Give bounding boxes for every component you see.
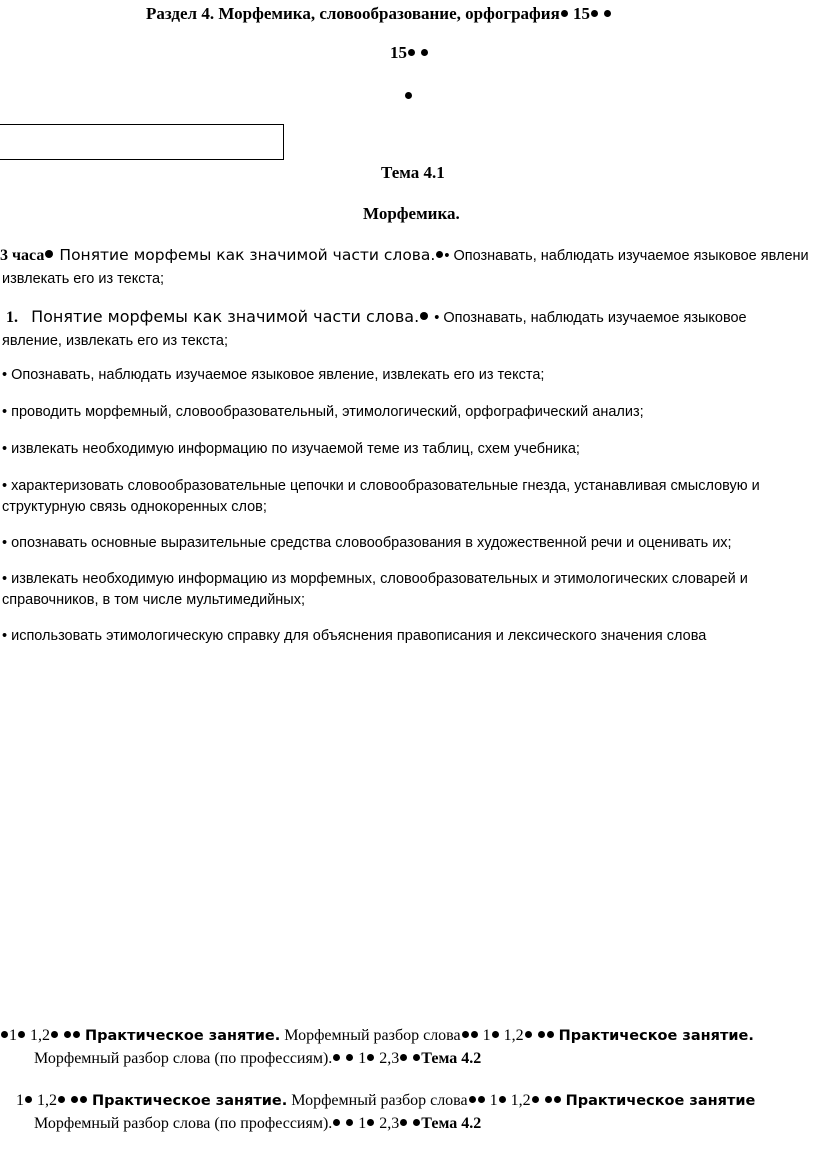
practice-number: 1 [9, 1027, 17, 1044]
bullet-icon [525, 1031, 532, 1038]
summary-line-2: извлекать его из текста; [2, 271, 165, 287]
practice-text: Морфемный разбор слова [284, 1027, 461, 1044]
bullet-icon [436, 251, 443, 258]
bullet-icon [73, 1031, 80, 1038]
practice-label: Практическое занятие. [92, 1093, 288, 1109]
practice-number: 1 [489, 1092, 498, 1109]
hours-value: 15 [573, 4, 591, 23]
bullet-icon [591, 10, 598, 17]
practice-row-1 [0, 1027, 754, 1045]
hours-label: 3 часа [0, 247, 45, 264]
practice-row-2 [16, 1092, 755, 1110]
bullet-icon [413, 1054, 420, 1061]
bullet-icon [492, 1031, 499, 1038]
lesson-1-line [6, 307, 747, 327]
skill-item: • извлекать необходимую информацию по изучаемой теме из таблиц, схем учебника; [2, 441, 580, 457]
bullet-icon [333, 1054, 340, 1061]
bullet-icon [545, 1096, 552, 1103]
hours-line [390, 43, 429, 63]
practice-row-2-line-2 [34, 1115, 481, 1133]
bullet-icon [499, 1096, 506, 1103]
practice-pages: 2,3 [379, 1115, 400, 1132]
bullet-icon [346, 1054, 353, 1061]
practice-pages: 1,2 [30, 1027, 50, 1044]
bullet-icon [462, 1031, 469, 1038]
skill-item: • опознавать основные выразительные средства словообразования в художественной речи и оценивать их; [2, 535, 732, 551]
bullet-icon [469, 1096, 476, 1103]
bullet-icon [71, 1096, 78, 1103]
bullet-icon [346, 1119, 353, 1126]
skill-item: • Опознавать, наблюдать изучаемое языковое явление, извлекать его из текста; [2, 367, 545, 383]
practice-row-1-line-2 [34, 1050, 481, 1068]
skill-item-cont: справочников, в том числе мультимедийных; [2, 592, 306, 608]
bullet-icon [400, 1119, 407, 1126]
practice-number: 1 [482, 1027, 491, 1044]
bullet-icon [25, 1096, 32, 1103]
practice-text: Морфемный разбор слова (по профессиям). [34, 1115, 333, 1132]
skill-text: • Опознавать, наблюдать изучаемое языковое явлени [444, 248, 809, 264]
skill-item: • проводить морфемный, словообразовательный, этимологический, орфографический анализ; [2, 404, 644, 420]
bullet-icon [367, 1119, 374, 1126]
practice-text: Морфемный разбор слова (по профессиям). [34, 1050, 333, 1067]
standalone-bullet [404, 86, 413, 105]
concept-text: Понятие морфемы как значимой части слова. [59, 246, 436, 264]
lesson-number: 1. [6, 309, 18, 326]
bullet-icon [547, 1031, 554, 1038]
lesson-1-line-2: явление, извлекать его из текста; [2, 333, 229, 349]
practice-pages: 1,2 [510, 1092, 531, 1109]
bullet-icon [51, 1031, 58, 1038]
bullet-icon [478, 1096, 485, 1103]
bullet-icon [45, 250, 53, 258]
bullet-icon [367, 1054, 374, 1061]
skill-item: • извлекать необходимую информацию из морфемных, словообразовательных и этимологических словарей и [2, 571, 748, 587]
bullet-icon [532, 1096, 539, 1103]
next-topic: Тема 4.2 [421, 1115, 482, 1132]
bullet-icon [405, 92, 412, 99]
practice-label: Практическое занятие. [558, 1028, 754, 1044]
bullet-icon [561, 10, 568, 17]
bullet-icon [64, 1031, 71, 1038]
skill-text: • Опознавать, наблюдать изучаемое языковое [434, 310, 747, 326]
topic-name: Морфемика. [363, 204, 460, 223]
hours-value: 15 [390, 43, 407, 62]
summary-line [0, 245, 809, 265]
bullet-icon [420, 312, 428, 320]
skill-item: • использовать этимологическую справку для объяснения правописания и лексического значения слова [2, 628, 707, 644]
practice-text: Морфемный разбор слова [291, 1092, 468, 1109]
bullet-icon [554, 1096, 561, 1103]
practice-label: Практическое занятие. [85, 1028, 281, 1044]
empty-box [0, 124, 284, 160]
skill-item: • характеризовать словообразовательные цепочки и словообразовательные гнезда, устанавливая смысловую и [2, 478, 760, 494]
bullet-icon [80, 1096, 87, 1103]
practice-pages: 1,2 [37, 1092, 57, 1109]
bullet-icon [400, 1054, 407, 1061]
bullet-icon [1, 1031, 8, 1038]
practice-pages: 2,3 [379, 1050, 400, 1067]
bullet-icon [421, 49, 428, 56]
bullet-icon [18, 1031, 25, 1038]
bullet-icon [58, 1096, 65, 1103]
practice-number: 1 [358, 1050, 367, 1067]
bullet-icon [538, 1031, 545, 1038]
bullet-icon [408, 49, 415, 56]
section-title: Раздел 4. Морфемика, словообразование, орфография [146, 4, 560, 23]
bullet-icon [333, 1119, 340, 1126]
practice-number: 1 [358, 1115, 367, 1132]
bullet-icon [413, 1119, 420, 1126]
next-topic: Тема 4.2 [421, 1050, 482, 1067]
topic-label: Тема 4.1 [381, 163, 445, 182]
bullet-icon [471, 1031, 478, 1038]
section-title-line [146, 4, 612, 24]
concept-text: Понятие морфемы как значимой части слова. [31, 307, 420, 326]
skill-item-cont: структурную связь однокоренных слов; [2, 499, 267, 515]
practice-number: 1 [16, 1092, 24, 1109]
bullet-icon [604, 10, 611, 17]
practice-label: Практическое занятие [565, 1093, 756, 1109]
practice-pages: 1,2 [503, 1027, 524, 1044]
